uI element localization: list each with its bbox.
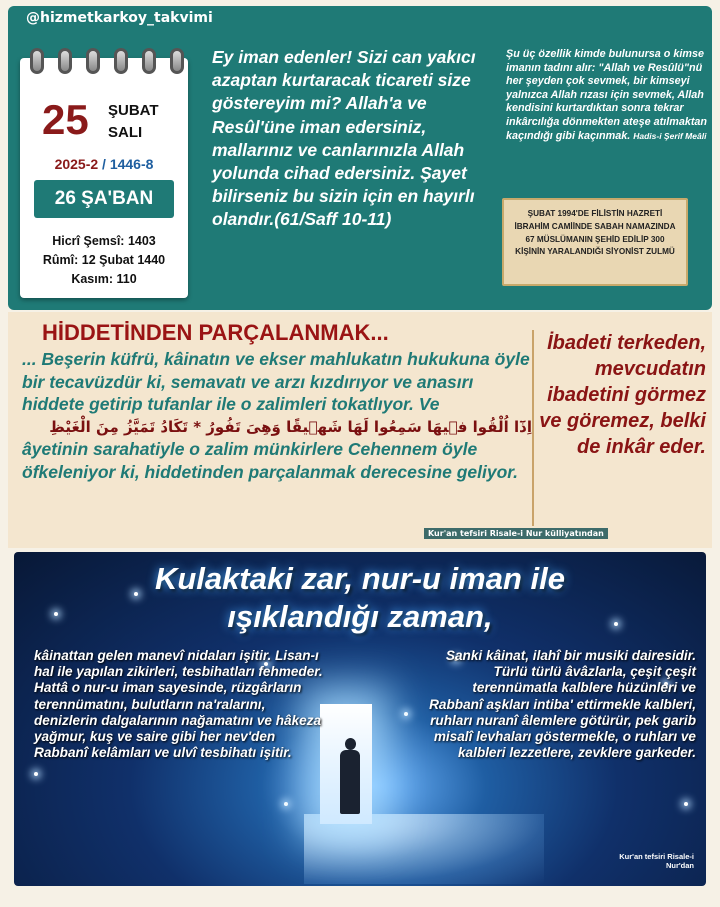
rumi-line: Rûmî: 12 Şubat 1440 [42,253,166,267]
bottom-title [14,560,706,636]
ring-icon [30,48,44,74]
middle-side-text: İbadeti terkeden, mevcudatın ibadetini görmez ve göremez, belki de inkâr eder. [539,332,706,458]
bottom-panel [14,552,706,886]
person-head [345,738,356,750]
middle-panel [8,312,712,548]
year-separator: / [98,156,110,172]
top-panel [8,6,712,310]
middle-title: HİDDETİNDEN PARÇALANMAK... [42,320,389,345]
hijri-shamsi-line: Hicrî Şemsî: 1403 [52,234,156,248]
divider [532,330,534,526]
middle-source: Kur'an tefsiri Risale-i Nur külliyatından [424,528,608,539]
year-line [20,156,188,172]
calendar-card [20,58,188,298]
middle-text [22,348,532,483]
person-silhouette-icon [338,738,362,814]
gregorian-year: 2025-2 [54,156,99,172]
star-icon [284,802,288,806]
ring-icon [114,48,128,74]
light-floor [304,814,544,884]
bottom-title-line1: Kulaktaki zar, nur-u iman ile [154,561,565,596]
ring-icon [142,48,156,74]
calendar-rings [24,48,188,78]
bottom-left-text: kâinattan gelen manevî nidaları işitir. Lisan-ı hal ile yapılan zikirleri, tesbihatları fehmeder. Hattâ o nur-u iman sayesinde, rüzgârların terennümatını, bulutların na'ralarını, denizlerin dalgalarının nağamatını ve hâkeza yağmur, kuş ve saire gibi her nev'den Rabbanî kelâmları ve ulvî tesbihatı işitir. [34,648,323,761]
ring-icon [86,48,100,74]
ring-icon [170,48,184,74]
star-icon [684,802,688,806]
hijri-year: 1446-8 [109,156,154,172]
bottom-title-line2: ışıklandığı zaman, [227,599,493,634]
star-icon [404,712,408,716]
middle-text-before: ... Beşerin küfrü, kâinatın ve ekser mahlukatın hukukuna öyle bir tecavüzdür ki, semavatı ve arzı kızdırıyor ve anasırı hiddete getirip tufanlar ile o zalimleri tokatlıyor. Ve [22,349,530,414]
hadith-block [506,48,710,143]
news-box: ŞUBAT 1994'DE FİLİSTİN HAZRETİ İBRAHİM CAMİİNDE SABAH NAMAZINDA 67 MÜSLÜMANIN ŞEHİD EDİLİP 300 KİŞİNİN YARALANDIĞI SİYONİST ZULMÜ [502,198,688,286]
hadith-source: Hadis-i Şerif Meâli [633,130,707,141]
day-number: 25 [42,96,89,143]
star-icon [34,772,38,776]
bottom-source: Kur'an tefsiri Risale-i Nur'dan [619,852,694,870]
bottom-right-text: Sanki kâinat, ilahî bir musiki dairesidir. Türlü türlü âvâzlarla, çeşit çeşit terennümatla kalblere hüzünleri ve Rabbanî aşkları intiba' ettirmekle kalbleri, ruhları nuranî âlemlere götürür, pek garib misalî levhaları göstermekle, o ruhları ve kalbleri lezzetlere, zevklere garkeder. [429,648,696,761]
middle-text-after: âyetinin sarahatiyle o zalim münkirlere Cehennem öyle öfkeleniyor ki, hiddetinden parçalanmak derecesine geliyor. [22,439,519,482]
verse-text: Ey iman edenler! Sizi can yakıcı azaptan kurtaracak ticareti size göstereyim mi? Allah'a ve Resûl'üne iman edersiniz, mallarınız ve canlarınızla Allah yolunda cihad edersiniz. Şayet bilirseniz bu sizin için en hayırlı olandır.(61/Saff 10-11) [212,47,476,230]
ring-icon [58,48,72,74]
month-name: ŞUBAT [108,102,159,119]
arabic-verse: اِذَٓا اُلْقُوا ف۪يهَا سَمِعُوا لَهَا شَه۪يقًا وَهِىَ تَفُورُ * تَكَادُ تَمَيَّزُ مِنَ الْغَيْظِ [49,417,532,436]
hadith-text: Şu üç özellik kimde bulunursa o kimse imanın tadını alır: "Allah ve Resûlü"nü her şeyden çok sevmek, bir kimseyi yalnızca Allah rızası için sevmek, Allah kendisini kurtardıktan sonra tekrar inkârcılığa dönmekten ateşe atılmaktan kaçındığı gibi kaçınmak. [506,48,708,142]
hijri-date-badge: 26 ŞA'BAN [34,180,174,218]
person-body [340,750,360,814]
account-handle[interactable]: @hizmetkarkoy_takvimi [26,10,213,26]
weekday-name: SALI [108,124,143,141]
kasim-line: Kasım: 110 [71,272,137,286]
